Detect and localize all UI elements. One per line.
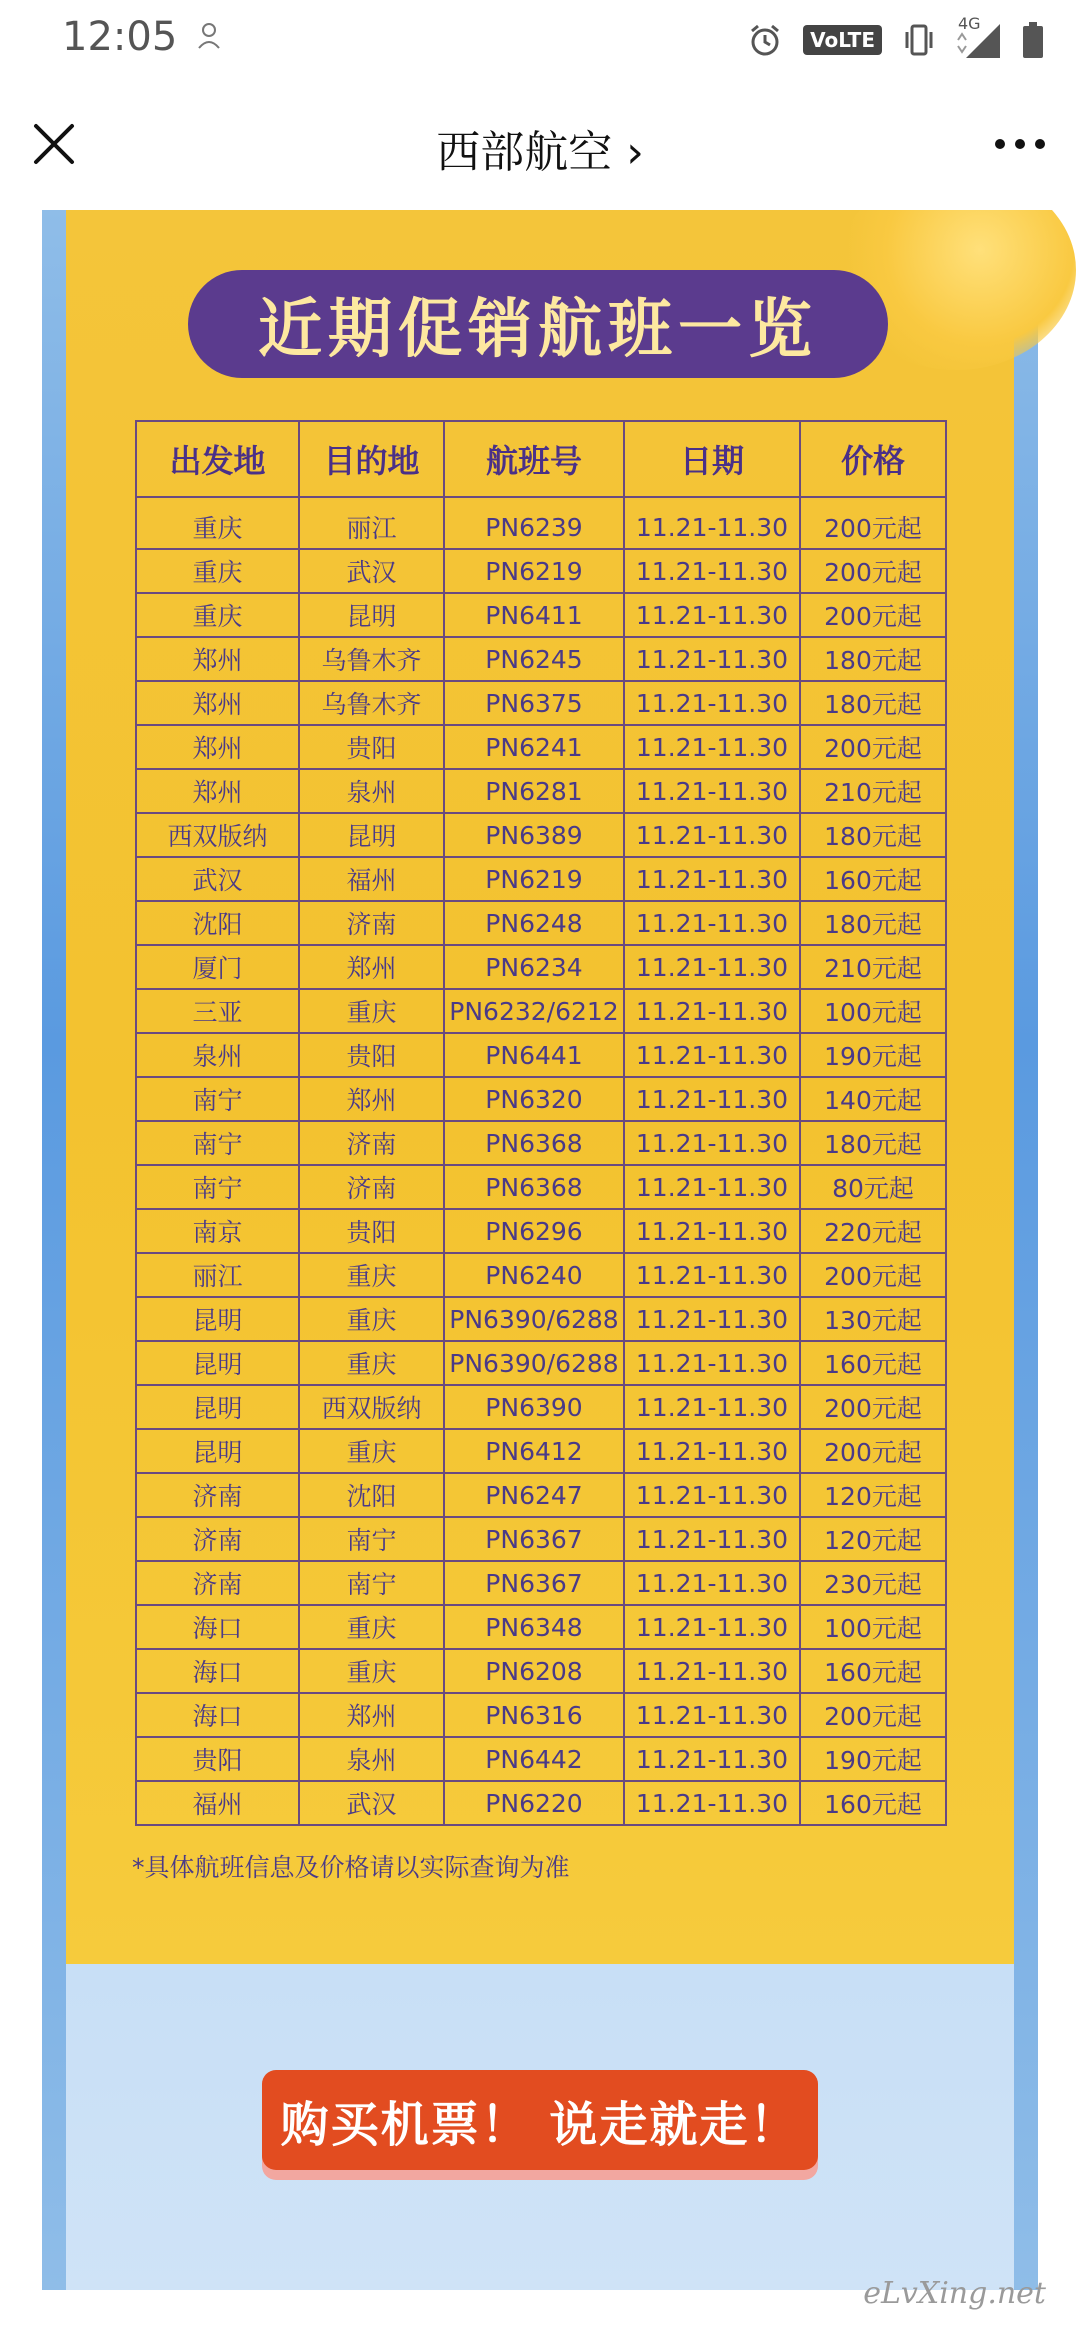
table-row <box>136 1649 946 1693</box>
cell-destination: 沈阳 <box>299 1473 444 1517</box>
cell-destination: 郑州 <box>299 1077 444 1121</box>
buy-tickets-button[interactable] <box>262 2070 818 2170</box>
cell-price: 100元起 <box>800 1605 946 1649</box>
table-row <box>136 593 946 637</box>
cell-flight-number: PN6367 <box>444 1517 624 1561</box>
cell-origin: 郑州 <box>136 681 299 725</box>
title-bar <box>0 84 1080 211</box>
cell-date: 11.21-11.30 <box>624 593 800 637</box>
cell-flight-number: PN6411 <box>444 593 624 637</box>
cell-date: 11.21-11.30 <box>624 1605 800 1649</box>
cell-origin: 昆明 <box>136 1429 299 1473</box>
volte-badge: VoLTE <box>803 25 882 55</box>
table-row <box>136 1693 946 1737</box>
table-row <box>136 945 946 989</box>
cell-origin: 济南 <box>136 1561 299 1605</box>
cell-price: 180元起 <box>800 901 946 945</box>
cell-origin: 南宁 <box>136 1165 299 1209</box>
table-row <box>136 1209 946 1253</box>
cell-date: 11.21-11.30 <box>624 1429 800 1473</box>
cell-origin: 泉州 <box>136 1033 299 1077</box>
table-row <box>136 857 946 901</box>
cell-destination: 南宁 <box>299 1517 444 1561</box>
cell-destination: 泉州 <box>299 769 444 813</box>
cell-price: 200元起 <box>800 593 946 637</box>
cell-destination: 郑州 <box>299 945 444 989</box>
cell-date: 11.21-11.30 <box>624 857 800 901</box>
app-notification-icon <box>193 20 225 52</box>
table-row <box>136 1253 946 1297</box>
cell-price: 180元起 <box>800 637 946 681</box>
cell-price: 210元起 <box>800 769 946 813</box>
cell-destination: 福州 <box>299 857 444 901</box>
cell-date: 11.21-11.30 <box>624 1561 800 1605</box>
cell-origin: 海口 <box>136 1649 299 1693</box>
header-origin: 出发地 <box>136 421 299 497</box>
cell-price: 230元起 <box>800 1561 946 1605</box>
status-bar <box>0 0 1080 84</box>
cell-destination: 丽江 <box>299 497 444 549</box>
cell-flight-number: PN6245 <box>444 637 624 681</box>
cell-flight-number: PN6390 <box>444 1385 624 1429</box>
cell-date: 11.21-11.30 <box>624 1341 800 1385</box>
cell-price: 190元起 <box>800 1033 946 1077</box>
cell-flight-number: PN6219 <box>444 549 624 593</box>
cell-date: 11.21-11.30 <box>624 901 800 945</box>
cell-date: 11.21-11.30 <box>624 1649 800 1693</box>
status-time: 12:05 <box>62 14 178 60</box>
vibrate-icon <box>902 22 936 58</box>
poster-heading-banner <box>188 270 888 378</box>
watermark: eLvXing.net <box>863 2276 1046 2311</box>
cell-flight-number: PN6296 <box>444 1209 624 1253</box>
alarm-icon <box>747 22 783 58</box>
cell-date: 11.21-11.30 <box>624 1737 800 1781</box>
table-row <box>136 1429 946 1473</box>
cell-destination: 重庆 <box>299 1341 444 1385</box>
table-row <box>136 1385 946 1429</box>
cell-origin: 郑州 <box>136 769 299 813</box>
cell-date: 11.21-11.30 <box>624 989 800 1033</box>
cell-price: 200元起 <box>800 725 946 769</box>
table-row <box>136 1033 946 1077</box>
cell-origin: 三亚 <box>136 989 299 1033</box>
cell-flight-number: PN6220 <box>444 1781 624 1825</box>
cell-price: 80元起 <box>800 1165 946 1209</box>
cell-destination: 武汉 <box>299 1781 444 1825</box>
cell-flight-number: PN6247 <box>444 1473 624 1517</box>
cell-origin: 丽江 <box>136 1253 299 1297</box>
table-row <box>136 769 946 813</box>
table-row <box>136 1297 946 1341</box>
cell-destination: 贵阳 <box>299 1033 444 1077</box>
cell-destination: 济南 <box>299 901 444 945</box>
table-row <box>136 1473 946 1517</box>
table-header-row <box>136 421 946 497</box>
cell-flight-number: PN6441 <box>444 1033 624 1077</box>
cell-flight-number: PN6375 <box>444 681 624 725</box>
cell-flight-number: PN6390/6288 <box>444 1341 624 1385</box>
poster-right-edge <box>1014 210 1038 2290</box>
cell-date: 11.21-11.30 <box>624 1165 800 1209</box>
cell-date: 11.21-11.30 <box>624 1209 800 1253</box>
table-row <box>136 1121 946 1165</box>
cell-origin: 重庆 <box>136 497 299 549</box>
cell-price: 130元起 <box>800 1297 946 1341</box>
cell-price: 190元起 <box>800 1737 946 1781</box>
cell-flight-number: PN6368 <box>444 1165 624 1209</box>
cell-origin: 贵阳 <box>136 1737 299 1781</box>
cell-origin: 昆明 <box>136 1385 299 1429</box>
more-options-icon[interactable] <box>990 124 1050 164</box>
table-row <box>136 1165 946 1209</box>
cell-destination: 西双版纳 <box>299 1385 444 1429</box>
cell-destination: 重庆 <box>299 1253 444 1297</box>
cell-origin: 南宁 <box>136 1121 299 1165</box>
cell-price: 160元起 <box>800 857 946 901</box>
cell-origin: 厦门 <box>136 945 299 989</box>
cell-destination: 武汉 <box>299 549 444 593</box>
cell-origin: 郑州 <box>136 637 299 681</box>
cell-price: 220元起 <box>800 1209 946 1253</box>
cell-origin: 济南 <box>136 1517 299 1561</box>
cell-destination: 泉州 <box>299 1737 444 1781</box>
cell-origin: 沈阳 <box>136 901 299 945</box>
cell-destination: 济南 <box>299 1121 444 1165</box>
cell-flight-number: PN6240 <box>444 1253 624 1297</box>
cell-flight-number: PN6234 <box>444 945 624 989</box>
cell-date: 11.21-11.30 <box>624 1781 800 1825</box>
cell-flight-number: PN6241 <box>444 725 624 769</box>
cell-price: 200元起 <box>800 1429 946 1473</box>
cell-date: 11.21-11.30 <box>624 549 800 593</box>
header-date: 日期 <box>624 421 800 497</box>
table-row <box>136 1341 946 1385</box>
poster-left-edge <box>42 210 66 2290</box>
cell-destination: 重庆 <box>299 1605 444 1649</box>
footnote: *具体航班信息及价格请以实际查询为准 <box>132 1853 570 1882</box>
table-row <box>136 549 946 593</box>
cell-destination: 南宁 <box>299 1561 444 1605</box>
cell-date: 11.21-11.30 <box>624 1121 800 1165</box>
cell-flight-number: PN6367 <box>444 1561 624 1605</box>
cell-origin: 南宁 <box>136 1077 299 1121</box>
cell-price: 160元起 <box>800 1649 946 1693</box>
cell-date: 11.21-11.30 <box>624 1077 800 1121</box>
cell-price: 100元起 <box>800 989 946 1033</box>
cell-flight-number: PN6348 <box>444 1605 624 1649</box>
cell-date: 11.21-11.30 <box>624 1693 800 1737</box>
page-title[interactable]: 西部航空 › <box>436 127 644 178</box>
cell-destination: 济南 <box>299 1165 444 1209</box>
buy-tickets-label: 购买机票！ 说走就走！ <box>280 2096 800 2153</box>
cell-date: 11.21-11.30 <box>624 1253 800 1297</box>
signal-group <box>956 14 1002 60</box>
cell-origin: 西双版纳 <box>136 813 299 857</box>
cell-date: 11.21-11.30 <box>624 945 800 989</box>
cell-price: 200元起 <box>800 1253 946 1297</box>
cell-date: 11.21-11.30 <box>624 637 800 681</box>
table-row <box>136 989 946 1033</box>
cell-price: 120元起 <box>800 1517 946 1561</box>
cell-flight-number: PN6368 <box>444 1121 624 1165</box>
cell-destination: 重庆 <box>299 1429 444 1473</box>
cell-date: 11.21-11.30 <box>624 1385 800 1429</box>
cell-price: 160元起 <box>800 1781 946 1825</box>
cell-destination: 重庆 <box>299 1297 444 1341</box>
table-row <box>136 813 946 857</box>
cell-destination: 郑州 <box>299 1693 444 1737</box>
cell-flight-number: PN6219 <box>444 857 624 901</box>
cell-date: 11.21-11.30 <box>624 497 800 549</box>
table-row <box>136 497 946 549</box>
cell-origin: 重庆 <box>136 593 299 637</box>
cell-price: 180元起 <box>800 1121 946 1165</box>
cell-price: 120元起 <box>800 1473 946 1517</box>
cell-price: 200元起 <box>800 497 946 549</box>
cell-price: 200元起 <box>800 1385 946 1429</box>
cell-destination: 重庆 <box>299 1649 444 1693</box>
cell-flight-number: PN6316 <box>444 1693 624 1737</box>
cell-flight-number: PN6389 <box>444 813 624 857</box>
cell-date: 11.21-11.30 <box>624 1517 800 1561</box>
table-row <box>136 725 946 769</box>
network-type: 4G <box>958 14 981 33</box>
cell-price: 180元起 <box>800 681 946 725</box>
battery-icon <box>1022 21 1044 59</box>
cell-flight-number: PN6208 <box>444 1649 624 1693</box>
cell-destination: 乌鲁木齐 <box>299 637 444 681</box>
cell-flight-number: PN6239 <box>444 497 624 549</box>
cell-date: 11.21-11.30 <box>624 813 800 857</box>
cell-origin: 重庆 <box>136 549 299 593</box>
cell-origin: 武汉 <box>136 857 299 901</box>
cell-price: 180元起 <box>800 813 946 857</box>
cell-date: 11.21-11.30 <box>624 1033 800 1077</box>
poster-heading: 近期促销航班一览 <box>258 293 818 367</box>
cell-price: 160元起 <box>800 1341 946 1385</box>
cell-origin: 郑州 <box>136 725 299 769</box>
signal-icon <box>956 20 1002 60</box>
cell-destination: 乌鲁木齐 <box>299 681 444 725</box>
table-row <box>136 1737 946 1781</box>
cell-date: 11.21-11.30 <box>624 725 800 769</box>
cell-destination: 贵阳 <box>299 725 444 769</box>
cell-flight-number: PN6320 <box>444 1077 624 1121</box>
cell-flight-number: PN6412 <box>444 1429 624 1473</box>
table-row <box>136 1077 946 1121</box>
table-row <box>136 637 946 681</box>
flight-table <box>135 420 947 1826</box>
table-row <box>136 681 946 725</box>
cell-destination: 昆明 <box>299 593 444 637</box>
header-destination: 目的地 <box>299 421 444 497</box>
webview-content[interactable] <box>0 210 1080 2340</box>
cell-destination: 贵阳 <box>299 1209 444 1253</box>
cell-origin: 海口 <box>136 1605 299 1649</box>
cell-date: 11.21-11.30 <box>624 1473 800 1517</box>
table-row <box>136 901 946 945</box>
table-row <box>136 1605 946 1649</box>
header-flight-number: 航班号 <box>444 421 624 497</box>
cell-flight-number: PN6281 <box>444 769 624 813</box>
header-price: 价格 <box>800 421 946 497</box>
cell-price: 200元起 <box>800 1693 946 1737</box>
cell-flight-number: PN6390/6288 <box>444 1297 624 1341</box>
table-row <box>136 1781 946 1825</box>
cell-origin: 昆明 <box>136 1297 299 1341</box>
cell-destination: 重庆 <box>299 989 444 1033</box>
cell-price: 140元起 <box>800 1077 946 1121</box>
status-icons <box>747 16 1044 64</box>
cell-origin: 济南 <box>136 1473 299 1517</box>
cell-origin: 南京 <box>136 1209 299 1253</box>
cell-destination: 昆明 <box>299 813 444 857</box>
cell-origin: 福州 <box>136 1781 299 1825</box>
cell-origin: 昆明 <box>136 1341 299 1385</box>
table-row <box>136 1561 946 1605</box>
cell-date: 11.21-11.30 <box>624 681 800 725</box>
cell-date: 11.21-11.30 <box>624 769 800 813</box>
cell-origin: 海口 <box>136 1693 299 1737</box>
flight-rows <box>136 497 946 1825</box>
cell-flight-number: PN6442 <box>444 1737 624 1781</box>
table-row <box>136 1517 946 1561</box>
cell-date: 11.21-11.30 <box>624 1297 800 1341</box>
cell-price: 210元起 <box>800 945 946 989</box>
cell-price: 200元起 <box>800 549 946 593</box>
cell-flight-number: PN6232/6212 <box>444 989 624 1033</box>
cell-flight-number: PN6248 <box>444 901 624 945</box>
